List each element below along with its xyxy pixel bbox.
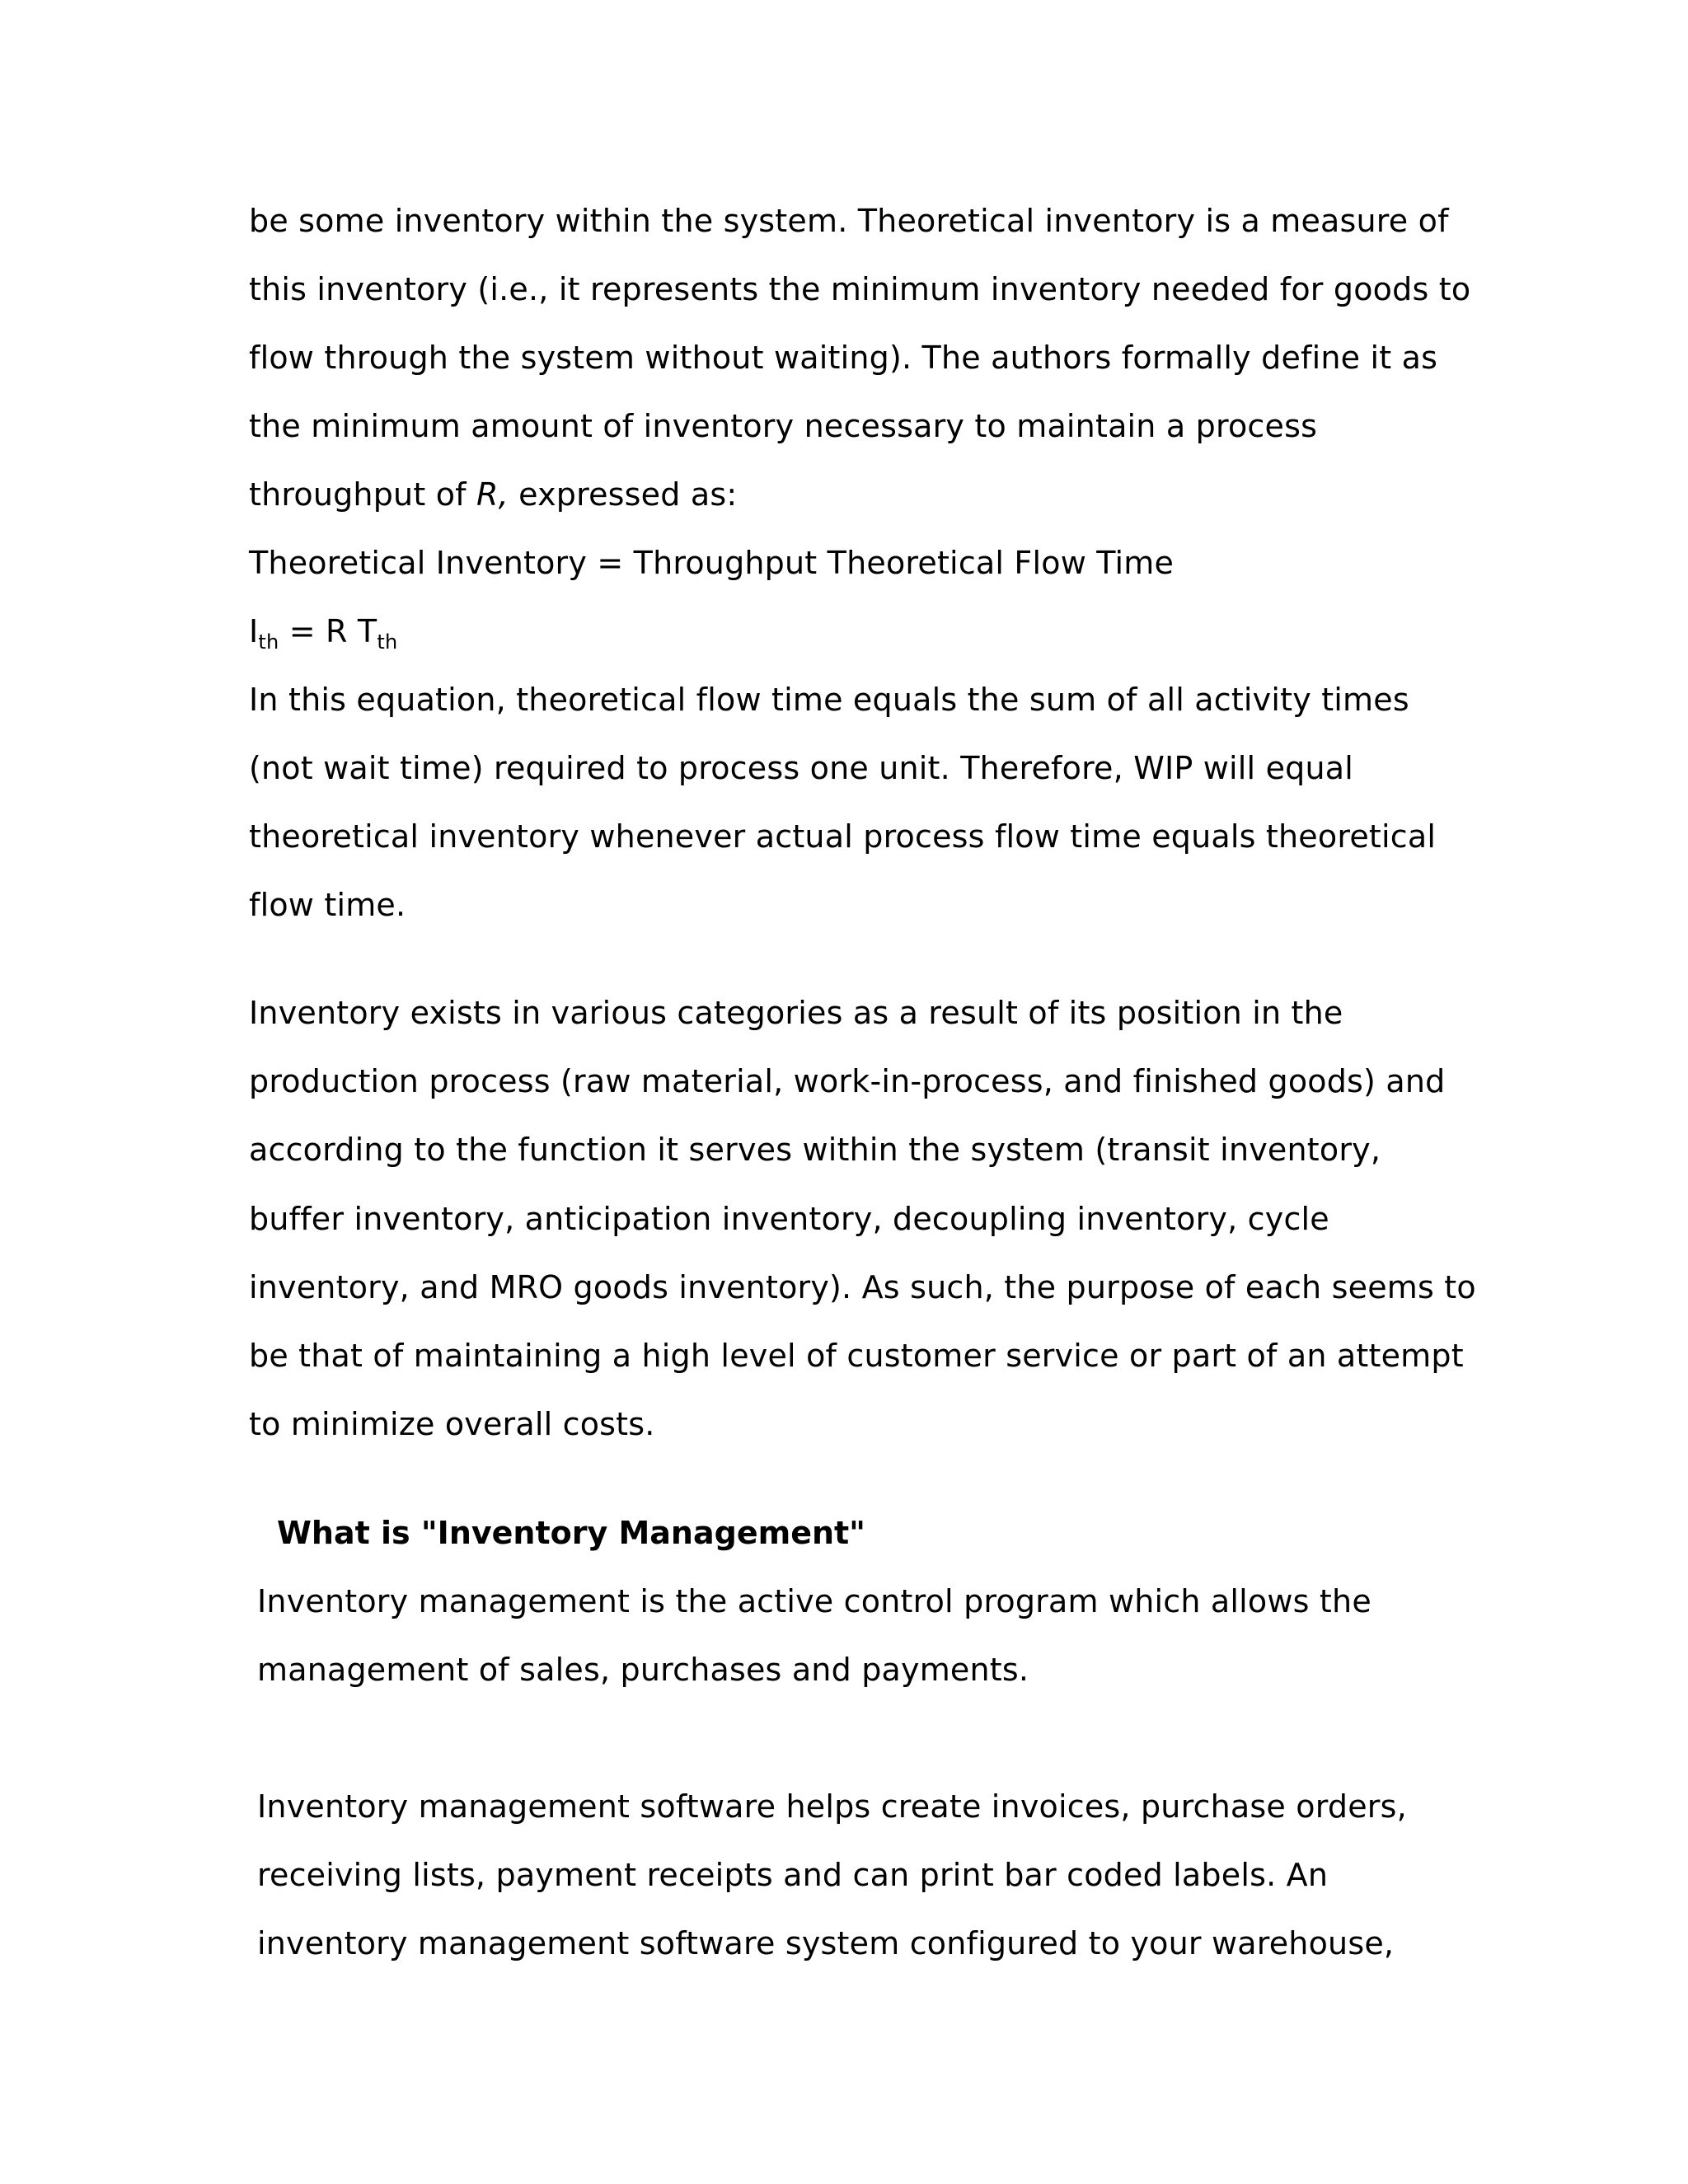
paragraph-2-line-1: In this equation, theoretical flow time equals the sum of all activity times (249, 682, 1409, 718)
paragraph-5-line-2: receiving lists, payment receipts and can print bar coded labels. An (257, 1857, 1329, 1893)
paragraph-5-line-3: inventory management software system configured to your warehouse, (257, 1925, 1395, 1961)
equation-middle: = R T (279, 613, 377, 649)
equation-symbolic (249, 612, 398, 654)
paragraph-1-line-5 (249, 475, 737, 514)
line-5-suffix: expressed as: (508, 476, 738, 513)
paragraph-2-line-4: flow time. (249, 887, 406, 923)
equation-words: Theoretical Inventory = Throughput Theoretical Flow Time (249, 545, 1175, 581)
paragraph-1-line-1: be some inventory within the system. Theoretical inventory is a measure of (249, 203, 1449, 239)
paragraph-5-line-1: Inventory management software helps create invoices, purchase orders, (257, 1788, 1407, 1825)
line-5-prefix: throughput of (249, 476, 476, 513)
paragraph-3-line-2: production process (raw material, work-in-process, and finished goods) and (249, 1063, 1446, 1099)
paragraph-2-line-2: (not wait time) required to process one unit. Therefore, WIP will equal (249, 750, 1354, 786)
paragraph-3-line-3: according to the function it serves within the system (transit inventory, (249, 1132, 1381, 1168)
paragraph-3-line-5: inventory, and MRO goods inventory). As such, the purpose of each seems to (249, 1269, 1476, 1305)
paragraph-3-line-4: buffer inventory, anticipation inventory, decoupling inventory, cycle (249, 1201, 1329, 1237)
throughput-symbol: R, (476, 476, 509, 513)
equation-rhs-subscript: th (377, 630, 398, 654)
section-heading: What is "Inventory Management" (277, 1515, 865, 1551)
paragraph-1-line-2: this inventory (i.e., it represents the minimum inventory needed for goods to (249, 271, 1471, 307)
paragraph-2-line-3: theoretical inventory whenever actual process flow time equals theoretical (249, 818, 1437, 855)
paragraph-1-line-3: flow through the system without waiting). The authors formally define it as (249, 340, 1438, 376)
paragraph-3-line-7: to minimize overall costs. (249, 1406, 655, 1442)
paragraph-1-line-4: the minimum amount of inventory necessary to maintain a process (249, 408, 1318, 444)
paragraph-4-line-2: management of sales, purchases and payments. (257, 1652, 1029, 1688)
equation-lhs-subscript: th (258, 630, 279, 654)
equation-lhs: I (249, 613, 259, 649)
paragraph-4-line-1: Inventory management is the active control program which allows the (257, 1583, 1372, 1619)
paragraph-3-line-1: Inventory exists in various categories as a result of its position in the (249, 995, 1343, 1031)
paragraph-3-line-6: be that of maintaining a high level of customer service or part of an attempt (249, 1338, 1464, 1374)
